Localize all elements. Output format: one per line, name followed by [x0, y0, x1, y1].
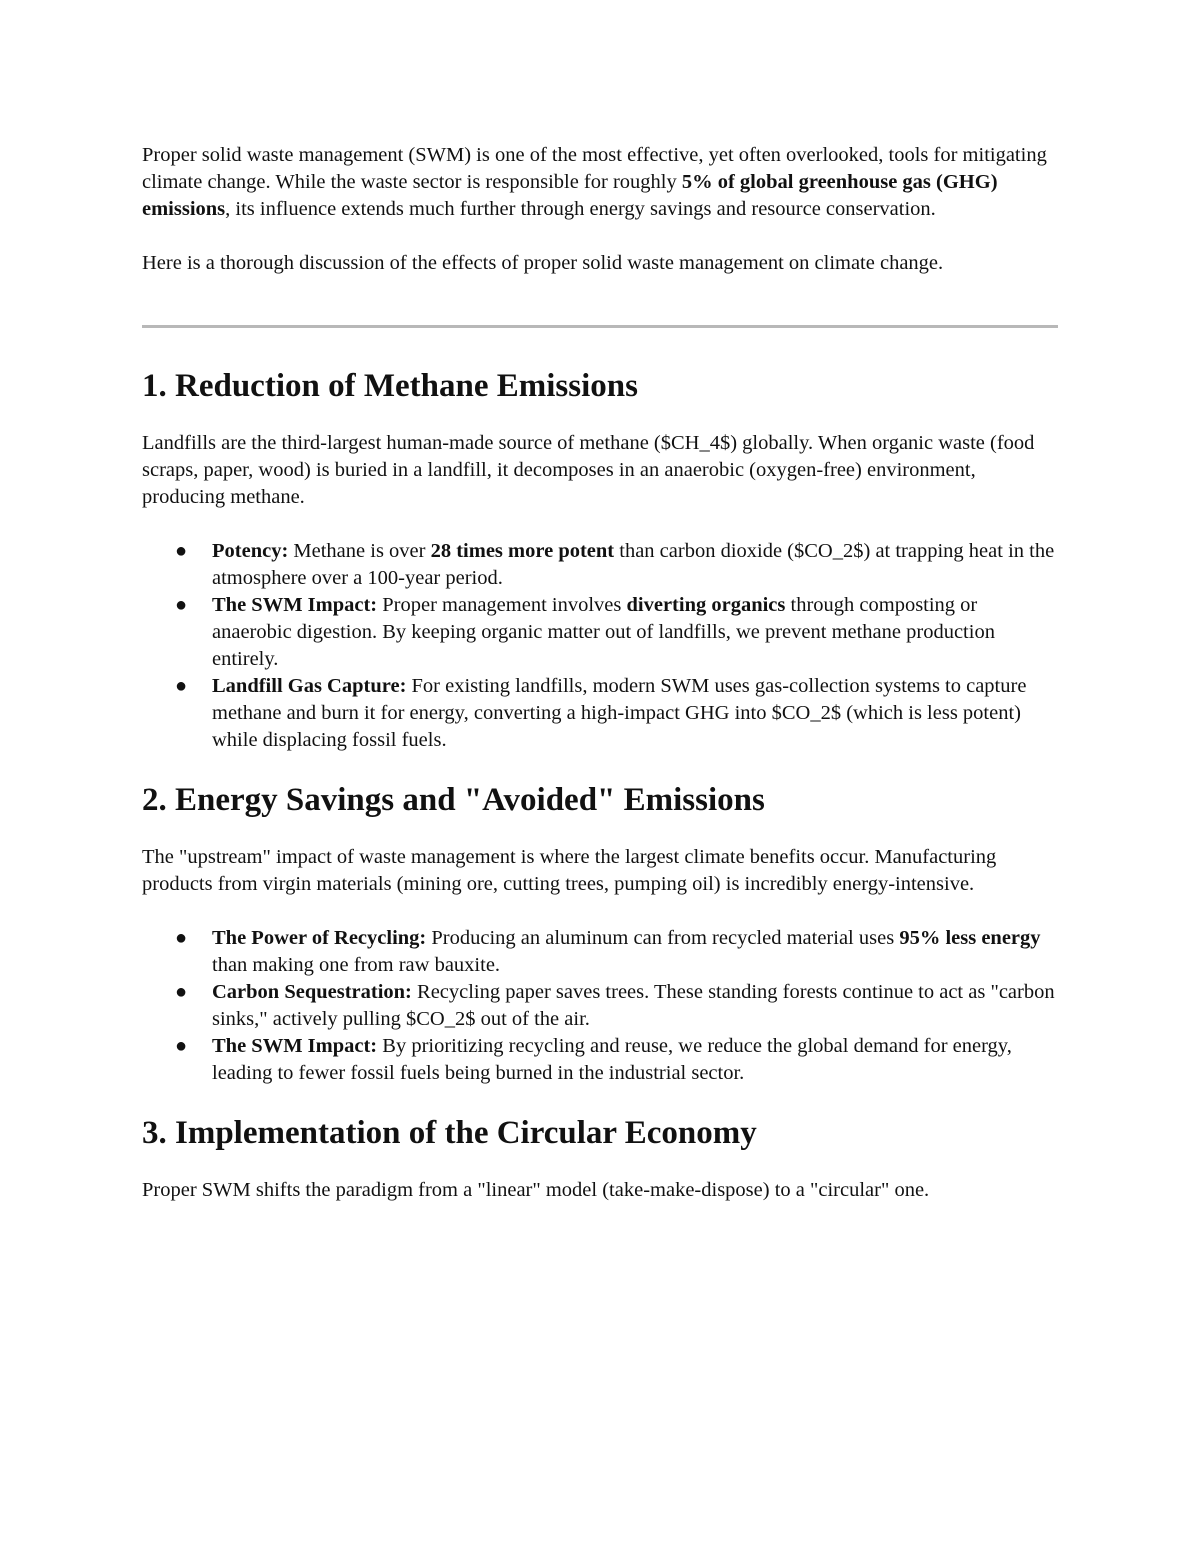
list-item — [175, 592, 1062, 673]
section-1-list — [142, 538, 1062, 754]
list-item-text: Producing an aluminum can from recycled material uses — [426, 927, 900, 949]
list-item-text: By prioritizing recycling and reuse, we reduce the global demand for energy, leading to fewer fossil fuels being burned in the industrial sector. — [212, 1035, 1012, 1084]
document-page — [142, 142, 1062, 1204]
list-item — [175, 673, 1062, 754]
list-item-text: than making one from raw bauxite. — [212, 954, 501, 976]
list-item — [175, 1033, 1062, 1087]
bullet-icon: ● — [175, 540, 188, 562]
section-2-heading: 2. Energy Savings and "Avoided" Emissions — [142, 782, 765, 818]
section-3-paragraph: Proper SWM shifts the paradigm from a "linear" model (take-make-dispose) to a "circular" one. — [142, 1179, 930, 1201]
list-item-label: Potency: — [212, 540, 289, 562]
intro-paragraph-1 — [142, 142, 1062, 223]
intro-bold-text: 5% of global greenhouse gas (GHG) emissions — [142, 171, 998, 220]
bullet-icon: ● — [175, 927, 188, 949]
intro-paragraph-2: Here is a thorough discussion of the effects of proper solid waste management on climate change. — [142, 252, 944, 274]
bullet-icon: ● — [175, 594, 188, 616]
section-2-list — [142, 925, 1062, 1087]
intro-text: Proper solid waste management (SWM) is one of the most effective, yet often overlooked, tools for mitigating climate change. While the waste sector is responsible for roughly — [142, 144, 1047, 193]
list-item-label: Carbon Sequestration: — [212, 981, 412, 1003]
list-item-emphasis: diverting organics — [626, 594, 786, 616]
bullet-icon: ● — [175, 981, 188, 1003]
bullet-icon: ● — [175, 1035, 188, 1057]
list-item-text: Recycling paper saves trees. These standing forests continue to act as "carbon sinks," actively pulling $CO_2$ out of the air. — [212, 981, 1055, 1030]
section-2-paragraph: The "upstream" impact of waste management is where the largest climate benefits occur. Manufacturing products from virgin materials (mining ore, cutting trees, pumping oil) is incredibly energy-intensive. — [142, 846, 997, 895]
section-3-heading: 3. Implementation of the Circular Economy — [142, 1115, 757, 1151]
list-item — [175, 925, 1062, 979]
section-1-paragraph: Landfills are the third-largest human-made source of methane ($CH_4$) globally. When organic waste (food scraps, paper, wood) is buried in a landfill, it decomposes in an anaerobic (oxygen-free) environment, producing methane. — [142, 432, 1035, 508]
intro-text-end: , its influence extends much further through energy savings and resource conservation. — [225, 198, 936, 220]
horizontal-divider — [142, 325, 1058, 328]
list-item-text: through composting or anaerobic digestion. By keeping organic matter out of landfills, we prevent methane production entirely. — [212, 594, 995, 670]
list-item-text: For existing landfills, modern SWM uses gas-collection systems to capture methane and burn it for energy, converting a high-impact GHG into $CO_2$ (which is less potent) while displacing fossil fuels. — [212, 675, 1027, 751]
list-item-label: Landfill Gas Capture: — [212, 675, 407, 697]
bullet-icon: ● — [175, 675, 188, 697]
list-item-text: Proper management involves — [377, 594, 627, 616]
list-item-emphasis: 95% less energy — [899, 927, 1041, 949]
list-item-text: than carbon dioxide ($CO_2$) at trapping heat in the atmosphere over a 100-year period. — [212, 540, 1055, 589]
list-item-label: The SWM Impact: — [212, 1035, 378, 1057]
list-item — [175, 979, 1062, 1033]
list-item-emphasis: 28 times more potent — [430, 540, 615, 562]
section-1-heading: 1. Reduction of Methane Emissions — [142, 368, 638, 404]
list-item-label: The Power of Recycling: — [212, 927, 427, 949]
list-item-label: The SWM Impact: — [212, 594, 378, 616]
list-item — [175, 538, 1062, 592]
list-item-text: Methane is over — [288, 540, 431, 562]
